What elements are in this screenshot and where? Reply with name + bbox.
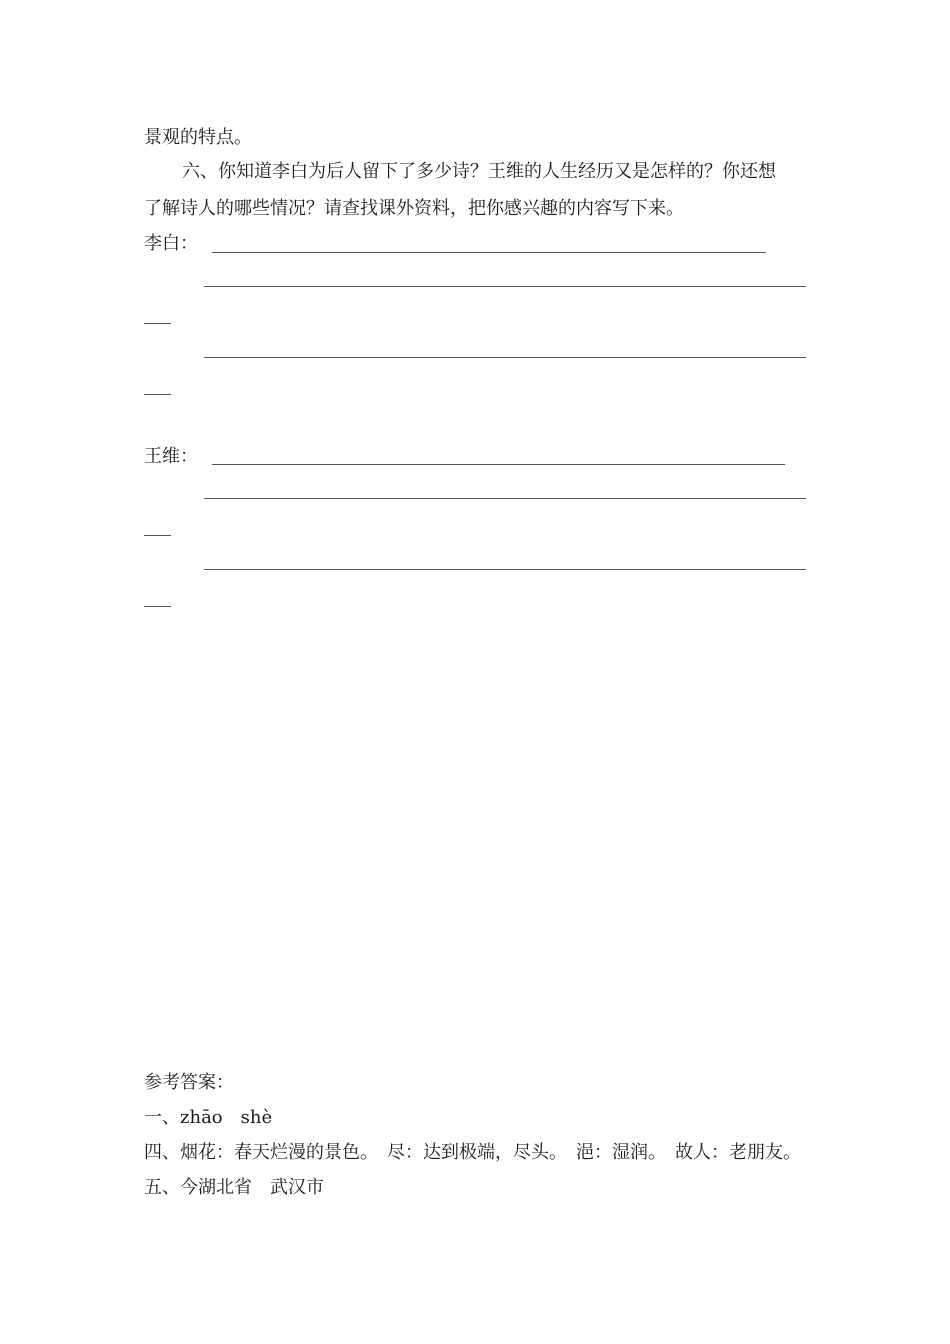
libai-label: 李白： — [144, 233, 198, 254]
libai-answer-line-3-wrap — [144, 394, 171, 395]
question6-line2: 了解诗人的哪些情况？请查找课外资料，把你感兴趣的内容写下来。 — [144, 198, 684, 219]
question5-tail: 景观的特点。 — [144, 127, 252, 148]
answer-4: 四、烟花：春天烂漫的景色。 尽：达到极端，尽头。 浥：湿润。 故人：老朋友。 — [144, 1142, 801, 1163]
wangwei-answer-line-3[interactable] — [204, 569, 806, 570]
libai-answer-line-3[interactable] — [204, 357, 806, 358]
wangwei-answer-line-1[interactable] — [212, 464, 785, 465]
libai-answer-line-1[interactable] — [212, 252, 766, 253]
libai-answer-line-2[interactable] — [204, 286, 806, 287]
wangwei-answer-line-3-wrap — [144, 606, 171, 607]
libai-answer-line-2-wrap — [144, 323, 171, 324]
wangwei-answer-line-2-wrap — [144, 535, 171, 536]
question6-line1: 六、你知道李白为后人留下了多少诗？王维的人生经历又是怎样的？你还想 — [182, 161, 776, 182]
answer-1: 一、zhāo shè — [144, 1107, 273, 1128]
answer-5: 五、今湖北省 武汉市 — [144, 1177, 324, 1198]
wangwei-answer-line-2[interactable] — [204, 498, 806, 499]
answers-heading: 参考答案： — [144, 1072, 234, 1093]
wangwei-label: 王维： — [144, 446, 198, 467]
